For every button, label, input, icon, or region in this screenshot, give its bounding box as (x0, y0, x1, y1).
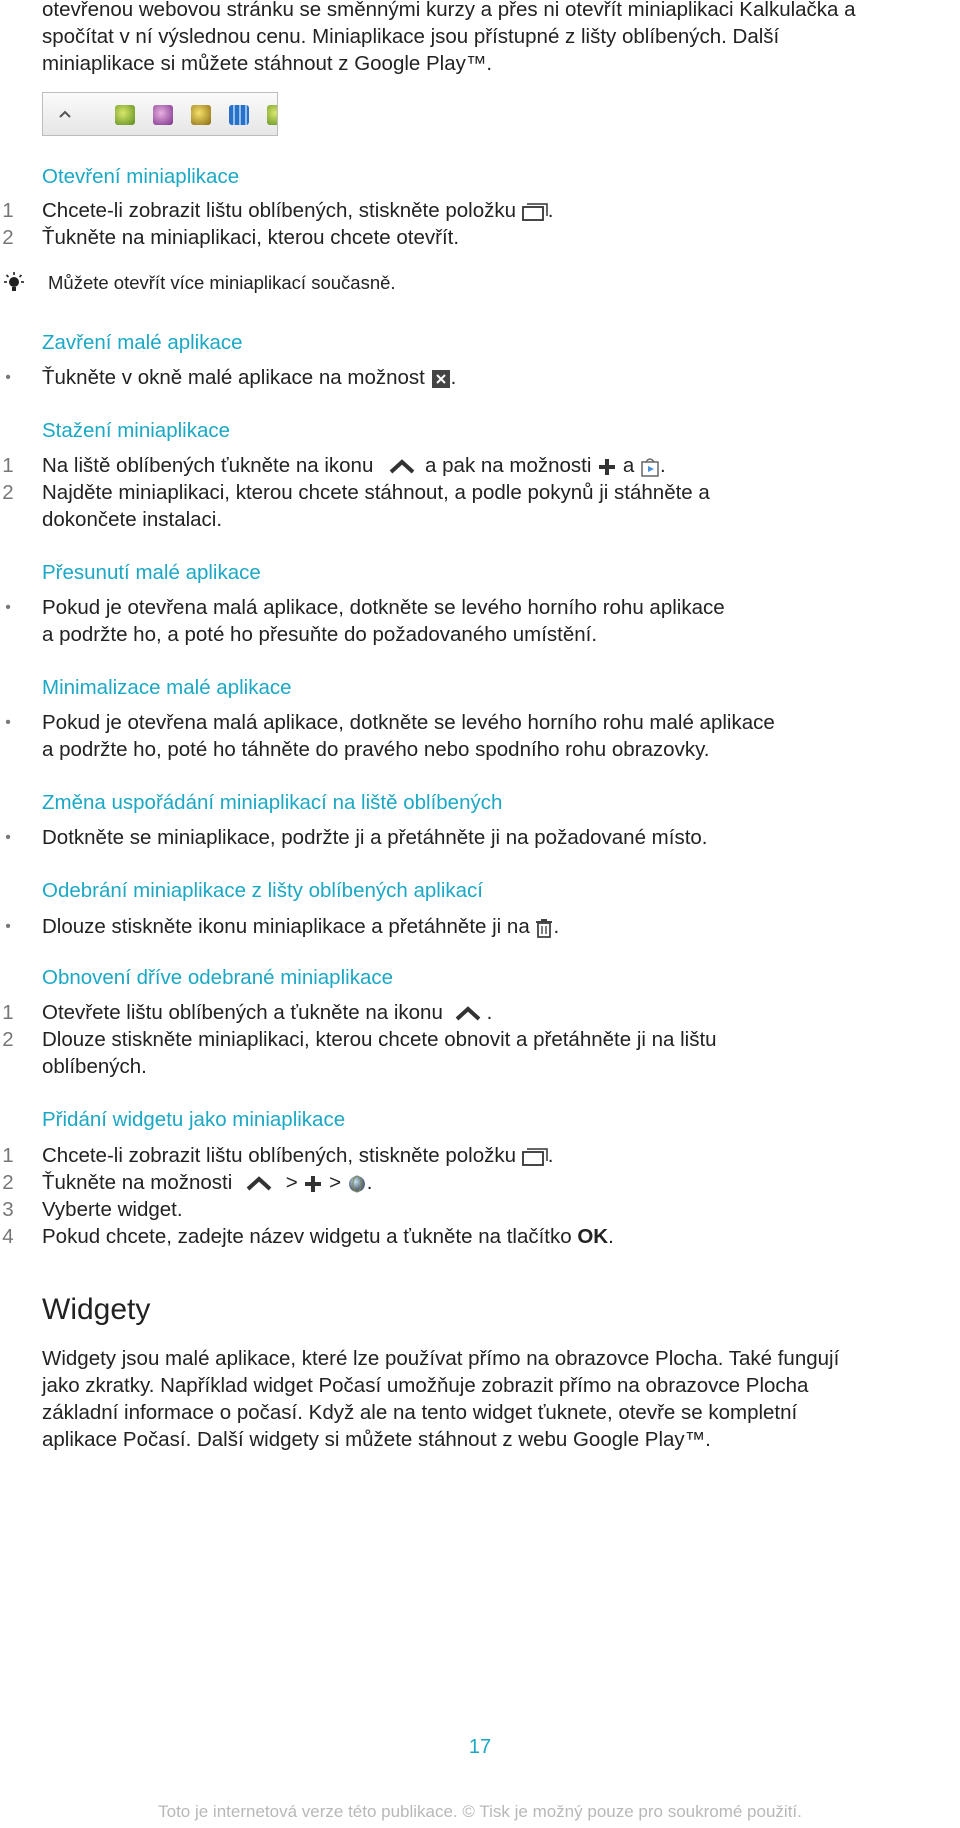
chevron-up-icon (385, 457, 419, 477)
step-text: oblíbených. (42, 1055, 147, 1078)
paragraph-line: aplikace Počasí. Další widgety si můžete stáhnout z webu Google Play™. (42, 1428, 711, 1451)
step-text: Chcete-li zobrazit lištu oblíbených, stiskněte položku (42, 199, 517, 222)
bullet-text: Pokud je otevřena malá aplikace, dotkněte se levého horního rohu malé aplikace (42, 711, 775, 734)
step-number: 3 (2, 1198, 14, 1221)
globe-icon (347, 1174, 367, 1194)
punctuation: . (659, 454, 666, 477)
punctuation: . (366, 1171, 373, 1194)
page-number: 17 (468, 1736, 492, 1758)
store-icon (640, 456, 660, 478)
step-number: 2 (2, 1028, 14, 1051)
step-number: 2 (2, 1171, 14, 1194)
step-text: Najděte miniaplikaci, kterou chcete stáhnout, a podle pokynů ji stáhněte a (42, 481, 710, 504)
app-icon (153, 105, 173, 125)
separator: > (285, 1171, 298, 1194)
step-number: 1 (2, 199, 14, 222)
bullet-marker: • (5, 369, 11, 386)
app-icon (115, 105, 135, 125)
section-title-widgets: Widgety (42, 1293, 151, 1326)
section-heading-close: Zavření malé aplikace (42, 331, 243, 354)
step-text: Na liště oblíbených ťukněte na ikonu (42, 454, 374, 477)
intro-line: otevřenou webovou stránku se směnnými kurzy a přes ni otevřít miniaplikaci Kalkulačka a (42, 0, 856, 21)
punctuation: . (486, 1001, 493, 1024)
step-text: Otevřete lištu oblíbených a ťukněte na ikonu (42, 1001, 443, 1024)
chevron-up-icon (242, 1174, 276, 1194)
step-text: a pak na možnosti (425, 454, 592, 477)
paragraph-line: Widgety jsou malé aplikace, které lze používat přímo na obrazovce Plocha. Také fungují (42, 1347, 840, 1370)
intro-line: miniaplikace si můžete stáhnout z Google Play™. (42, 52, 493, 75)
bullet-text: Dotkněte se miniaplikace, podržte ji a přetáhněte ji na požadované místo. (42, 826, 708, 849)
intro-paragraph (42, 0, 932, 77)
section-heading-move: Přesunutí malé aplikace (42, 561, 261, 584)
step-text: dokončete instalaci. (42, 508, 223, 531)
separator: > (329, 1171, 342, 1194)
favorites-bar-illustration (42, 92, 278, 136)
app-icon (229, 105, 249, 125)
section-heading-download: Stažení miniaplikace (42, 419, 231, 442)
paragraph-line: jako zkratky. Například widget Počasí umožňuje zobrazit přímo na obrazovce Plocha (42, 1374, 809, 1397)
lightbulb-icon (2, 272, 26, 294)
section-heading-restore: Obnovení dříve odebrané miniaplikace (42, 966, 393, 989)
step-text: Chcete-li zobrazit lištu oblíbených, stiskněte položku (42, 1144, 517, 1167)
section-heading-widget: Přidání widgetu jako miniaplikace (42, 1108, 346, 1131)
trash-icon (535, 918, 553, 938)
punctuation: . (608, 1225, 614, 1248)
plus-icon (303, 1174, 323, 1194)
section-heading-remove: Odebrání miniaplikace z lišty oblíbených aplikací (42, 879, 483, 902)
section-heading-reorder: Změna uspořádání miniaplikací na liště oblíbených (42, 791, 503, 814)
bullet-marker: • (5, 714, 11, 731)
step-number: 1 (2, 454, 14, 477)
section-heading-minimize: Minimalizace malé aplikace (42, 676, 292, 699)
step-number: 2 (2, 226, 14, 249)
step-number: 4 (2, 1225, 14, 1248)
chevron-up-icon (451, 1004, 485, 1024)
bullet-marker: • (5, 829, 11, 846)
close-box-icon (431, 369, 451, 389)
step-text: Ťukněte na možnosti (42, 1171, 233, 1194)
bullet-text: Dlouze stiskněte ikonu miniaplikace a přetáhněte ji na (42, 915, 530, 938)
recent-apps-icon (522, 1147, 548, 1167)
paragraph-line: základní informace o počasí. Když ale na tento widget ťuknete, otevře se kompletní (42, 1401, 798, 1424)
step-number: 1 (2, 1001, 14, 1024)
bullet-text: a podržte ho, a poté ho přesuňte do požadovaného umístění. (42, 623, 598, 646)
bullet-text: a podržte ho, poté ho táhněte do pravého nebo spodního rohu obrazovky. (42, 738, 710, 761)
tip-text: Můžete otevřít více miniaplikací současně. (48, 272, 396, 293)
widgets-paragraph (42, 1345, 932, 1453)
app-icon (267, 105, 278, 125)
bullet-text: Pokud je otevřena malá aplikace, dotkněte se levého horního rohu aplikace (42, 596, 725, 619)
step-number: 2 (2, 481, 14, 504)
step-number: 1 (2, 1144, 14, 1167)
punctuation: . (553, 915, 560, 938)
section-heading-open: Otevření miniaplikace (42, 165, 240, 188)
bullet-text: Ťukněte v okně malé aplikace na možnost (42, 366, 425, 389)
footer-notice: Toto je internetová verze této publikace. © Tisk je možný pouze pro soukromé použití. (158, 1802, 802, 1821)
bullet-marker: • (5, 918, 11, 935)
punctuation: . (450, 366, 457, 389)
recent-apps-icon (522, 202, 548, 222)
step-text: a (622, 454, 635, 477)
app-icon (191, 105, 211, 125)
intro-line: spočítat v ní výslednou cenu. Miniaplikace jsou přístupné z lišty oblíbených. Další (42, 25, 780, 48)
ok-label: OK (577, 1225, 609, 1248)
step-text: Dlouze stiskněte miniaplikaci, kterou chcete obnovit a přetáhněte ji na lištu (42, 1028, 717, 1051)
chevron-up-icon (57, 106, 73, 122)
punctuation: . (547, 1144, 554, 1167)
step-text: Ťukněte na miniaplikaci, kterou chcete otevřít. (42, 226, 460, 249)
plus-icon (597, 457, 617, 477)
step-text: Vyberte widget. (42, 1198, 183, 1221)
bullet-marker: • (5, 599, 11, 616)
step-text: Pokud chcete, zadejte název widgetu a ťukněte na tlačítko (42, 1225, 572, 1248)
punctuation: . (547, 199, 554, 222)
